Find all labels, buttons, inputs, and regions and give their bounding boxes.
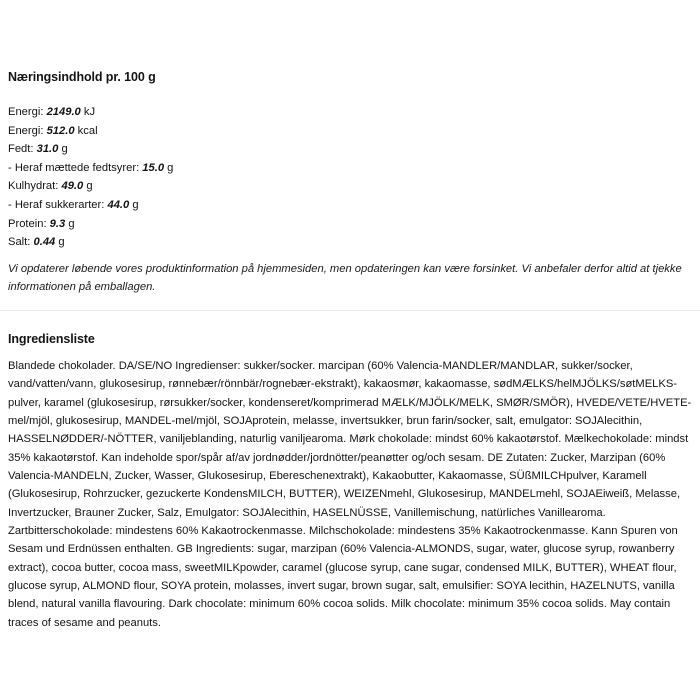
- nutrient-value: 49.0: [61, 180, 84, 193]
- nutrition-row-sugars: [8, 196, 173, 215]
- nutrition-list: [8, 103, 173, 252]
- nutrition-row-energy-kcal: [8, 122, 173, 141]
- nutrient-unit: g: [65, 217, 75, 230]
- nutrition-row-protein: [8, 215, 173, 234]
- nutrient-value: 2149.0: [46, 106, 81, 118]
- nutrient-value: 31.0: [36, 143, 59, 156]
- nutrition-disclaimer: Vi opdaterer løbende vores produktinformation på hjemmesiden, men opdateringen kan være forsinket. Vi anbefaler derfor altid at tjekke informationen på emballagen.: [8, 263, 682, 293]
- nutrition-row-salt: [8, 233, 173, 252]
- nutrient-label: - Heraf sukkerarter:: [8, 198, 108, 211]
- nutrient-label: Kulhydrat:: [8, 180, 62, 193]
- nutrient-value: 9.3: [49, 217, 66, 230]
- nutrient-value: 15.0: [142, 161, 165, 174]
- nutrient-label: Energi:: [8, 106, 47, 118]
- nutrient-unit: kcal: [74, 124, 98, 137]
- nutrient-value: 44.0: [107, 198, 130, 211]
- ingredients-text: Blandede chokolader. DA/SE/NO Ingredienser: sukker/socker. marcipan (60% Valencia-MANDLER/MANDLAR, sukker/socker, vand/vatten/vann, glukosesirup, rønnebær/rönnbär/rognebær-ekstrakt), kakaosmør, kakaomasse, sødMÆLKS/helMJÖLKS/søtMELKS-pulver, karamel (glukosesirup, rørsukker/socker, kondenseret/komprimerad MÆLK/MJÖLK/MELK, SMØR/SMÖR), HVEDE/VETE/HVETE-mel/mjöl, glukosesirup, MANDEL-mel/mjöl, SOJAprotein, melasse, invertsukker, brun farin/socker, salt, emulgator: SOJAlecithin, HASSELNØDDER/-NÖTTER, vaniljeblanding, naturlig vaniljearoma. Mørk chokolade: mindst 60% kakaotørstof. Mælkechokolade: mindst 35% kakaotørstof. Kan indeholde spor/spår af/av jordnødder/jordnötter/peanøtter og/och sesam. DE Zutaten: Zucker, Marzipan (60% Valencia-MANDELN, Zucker, Wasser, Glukosesirup, Ebereschenextrakt), Kakaobutter, Kakaomasse, SÜßMILCHpulver, Karamell (Glukosesirup, Rohrzucker, gezuckerte KondensMILCH, BUTTER), WEIZENmehl, Glukosesirup, MANDELmehl, SOJAEiweiß, Melasse, Invertzucker, Brauner Zucker, Salz, Emulgator: SOJAlecithin, HASELNÜSSE, Vanillemischung, natürliches Vanillearoma. Zartbitterschokolade: mindestens 60% Kakaotrockenmasse. Milchschokolade: mindestens 35% Kakaotrockenmasse. Kann Spuren von Sesam und Erdnüssen enthalten. GB Ingredients: sugar, marzipan (60% Valencia-ALMONDS, sugar, water, glucose syrup, rowanberry extract), cocoa butter, cocoa mass, sweetMILKpowder, caramel (glucose syrup, cane sugar, condensed MILK, BUTTER), WHEAT flour, glucose syrup, ALMOND flour, SOYA protein, molasses, invert sugar, brown sugar, salt, emulsifier: SOYA lecithin, HAZELNUTS, vanilla blend, natural vanilla flavouring. Dark chocolate: minimum 60% cocoa solids. Milk chocolate: minimum 35% cocoa solids. May contain traces of sesame and peanuts.: [8, 360, 692, 629]
- nutrient-label: Salt:: [8, 236, 34, 249]
- nutrition-row-energy-kj: [8, 103, 173, 122]
- ingredients-heading: Ingrediensliste: [8, 332, 95, 346]
- nutrition-row-saturated-fat: [8, 159, 173, 178]
- nutrition-row-carbohydrate: [8, 177, 173, 196]
- section-divider: [0, 310, 700, 311]
- nutrient-unit: g: [164, 161, 174, 174]
- nutrient-unit: g: [58, 143, 68, 156]
- nutrient-label: Energi:: [8, 124, 47, 137]
- nutrition-heading: Næringsindhold pr. 100 g: [8, 70, 156, 84]
- nutrition-row-fat: [8, 140, 173, 159]
- nutrient-unit: g: [129, 198, 139, 211]
- nutrient-value: 0.44: [33, 236, 56, 249]
- nutrient-label: - Heraf mættede fedtsyrer:: [8, 161, 143, 174]
- nutrient-unit: kJ: [80, 106, 96, 118]
- nutrient-unit: g: [55, 236, 65, 249]
- nutrient-label: Fedt:: [8, 143, 37, 156]
- nutrient-value: 512.0: [46, 124, 75, 137]
- nutrient-label: Protein:: [8, 217, 50, 230]
- nutrient-unit: g: [83, 180, 93, 193]
